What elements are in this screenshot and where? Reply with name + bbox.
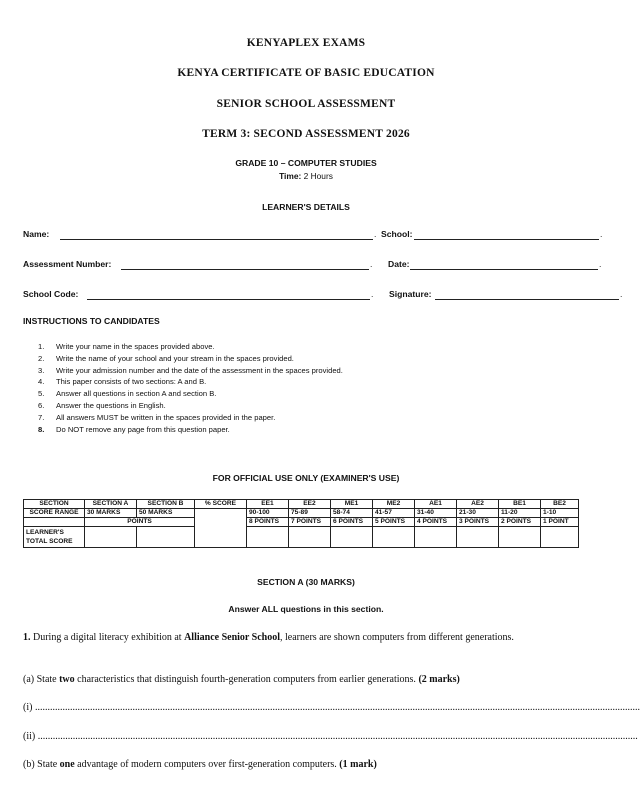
answer-line-i[interactable]: (i) ..................................................................................................................................................................................................................................................: [23, 702, 640, 713]
table-row: [24, 509, 579, 518]
time-value: 2 Hours: [303, 171, 333, 181]
field-row-code-signature: [23, 289, 623, 303]
time-line: [0, 171, 612, 181]
table-cell[interactable]: [499, 527, 541, 548]
signature-label: Signature:: [389, 289, 432, 299]
table-cell: AE2: [457, 500, 499, 509]
instruction-text: Do NOT remove any page from this question paper.: [56, 424, 230, 434]
table-cell: 2 POINTS: [499, 518, 541, 527]
instruction-num: 1.: [38, 342, 45, 351]
school-name: Alliance Senior School: [184, 632, 281, 643]
certificate-title: KENYA CERTIFICATE OF BASIC EDUCATION: [177, 67, 435, 79]
question-number: 1.: [23, 632, 31, 643]
instruction-item: [38, 341, 343, 353]
field-row-adm-date: [23, 259, 603, 273]
table-cell: 31-40: [415, 509, 457, 518]
learner-total-label: LEARNER'S TOTAL SCORE: [24, 527, 85, 548]
question-1a: [23, 673, 593, 686]
instruction-item: [38, 388, 343, 400]
table-cell[interactable]: [457, 527, 499, 548]
date-period: .: [599, 259, 602, 269]
table-cell: 7 POINTS: [289, 518, 331, 527]
instruction-text: All answers MUST be written in the spaces provided in the paper.: [56, 412, 276, 422]
percent-score-cell[interactable]: [195, 509, 247, 548]
table-cell: AE1: [415, 500, 457, 509]
table-cell: 90-100: [247, 509, 289, 518]
instruction-num: 5.: [38, 389, 45, 399]
official-use-title: FOR OFFICIAL USE ONLY (EXAMINER'S USE): [212, 473, 400, 483]
code-period: .: [371, 289, 374, 299]
table-cell: EE1: [247, 500, 289, 509]
table-cell: 58-74: [331, 509, 373, 518]
school-field[interactable]: [414, 229, 599, 240]
table-cell: BE1: [499, 500, 541, 509]
instruction-item: [38, 376, 343, 388]
table-cell: SCORE RANGE: [24, 509, 85, 518]
marks: (1 mark): [339, 759, 377, 770]
part-label: (b) State: [23, 759, 58, 770]
table-cell: SECTION: [24, 500, 85, 509]
table-row: [24, 527, 579, 548]
table-cell: ME2: [373, 500, 415, 509]
part-label: (a) State: [23, 674, 57, 685]
school-code-label: School Code:: [23, 289, 79, 299]
table-cell[interactable]: [331, 527, 373, 548]
table-cell: 21-30: [457, 509, 499, 518]
emphasis: one: [59, 759, 75, 770]
instruction-item: [38, 353, 343, 365]
table-row: [24, 518, 579, 527]
part-text: characteristics that distinguish fourth-generation computers from earlier generations.: [77, 674, 416, 685]
learner-details-heading: LEARNER'S DETAILS: [262, 202, 350, 212]
question-text: During a digital literacy exhibition at: [33, 632, 182, 643]
table-cell: 41-57: [373, 509, 415, 518]
instruction-text: Answer all questions in section A and section B.: [56, 389, 217, 399]
table-cell[interactable]: [415, 527, 457, 548]
table-cell: BE2: [541, 500, 579, 509]
assessment-number-label: Assessment Number:: [23, 259, 112, 269]
term-title: TERM 3: SECOND ASSESSMENT 2026: [202, 128, 410, 140]
table-cell: % SCORE: [195, 500, 247, 509]
table-cell: 1 POINT: [541, 518, 579, 527]
table-row: [24, 500, 579, 509]
instruction-num: 6.: [38, 400, 45, 410]
signature-period: .: [620, 289, 623, 299]
question-text: , learners are shown computers from different generations.: [280, 632, 514, 643]
table-cell: 1-10: [541, 509, 579, 518]
instruction-text: This paper consists of two sections: A and B.: [56, 377, 207, 387]
instructions-title: INSTRUCTIONS TO CANDIDATES: [23, 316, 160, 326]
instruction-num: 8.: [38, 424, 45, 434]
instruction-text: Write the name of your school and your stream in the spaces provided.: [56, 353, 294, 363]
instruction-text: Answer the questions in English.: [56, 400, 166, 410]
date-field[interactable]: [410, 259, 598, 270]
name-field[interactable]: [60, 229, 373, 240]
table-cell: 3 POINTS: [457, 518, 499, 527]
table-cell: SECTION B: [137, 500, 195, 509]
instruction-num: 2.: [38, 353, 45, 363]
instructions-list: [38, 341, 343, 435]
instruction-item: [38, 400, 343, 412]
answer-label: (ii): [23, 731, 36, 742]
question-1b: [23, 758, 593, 771]
table-cell: 30 MARKS: [85, 509, 137, 518]
name-label: Name:: [23, 229, 50, 239]
points-label: POINTS: [85, 518, 195, 527]
instruction-num: 7.: [38, 412, 45, 422]
table-cell: EE2: [289, 500, 331, 509]
emphasis: two: [59, 674, 75, 685]
instruction-item: [38, 412, 343, 424]
instruction-text: Write your name in the spaces provided above.: [56, 342, 215, 351]
instruction-item: [38, 424, 343, 436]
field-row-name-school: [23, 229, 603, 243]
table-cell[interactable]: [247, 527, 289, 548]
table-cell: 4 POINTS: [415, 518, 457, 527]
instruction-num: 3.: [38, 365, 45, 375]
table-cell: 11-20: [499, 509, 541, 518]
table-cell: ME1: [331, 500, 373, 509]
table-cell: 50 MARKS: [137, 509, 195, 518]
score-table: [23, 499, 579, 548]
table-cell[interactable]: [373, 527, 415, 548]
assessment-number-field[interactable]: [121, 259, 369, 270]
instruction-item: [38, 365, 343, 377]
table-cell[interactable]: [541, 527, 579, 548]
section-b-score-cell[interactable]: [137, 527, 195, 548]
section-a-instruction: Answer ALL questions in this section.: [228, 604, 384, 614]
exam-org: KENYAPLEX EXAMS: [246, 37, 366, 49]
school-code-field[interactable]: [87, 289, 370, 300]
table-cell: 75-89: [289, 509, 331, 518]
signature-field[interactable]: [435, 289, 619, 300]
school-label: School:: [381, 229, 413, 239]
instruction-num: 4.: [38, 377, 45, 387]
section-a-title: SECTION A (30 MARKS): [257, 577, 355, 587]
question-1-stem: [23, 631, 593, 644]
section-a-score-cell[interactable]: [85, 527, 137, 548]
assessment-title: SENIOR SCHOOL ASSESSMENT: [216, 98, 396, 110]
table-cell[interactable]: [289, 527, 331, 548]
table-cell: 8 POINTS: [247, 518, 289, 527]
instruction-text: Write your admission number and the date of the assessment in the spaces provided.: [56, 365, 343, 375]
time-label: Time:: [279, 171, 302, 181]
table-cell: 6 POINTS: [331, 518, 373, 527]
school-period: .: [600, 229, 603, 239]
part-text: advantage of modern computers over first-generation computers.: [77, 759, 337, 770]
answer-label: (i): [23, 702, 33, 713]
table-cell: 5 POINTS: [373, 518, 415, 527]
adm-period: .: [370, 259, 373, 269]
date-label: Date:: [388, 259, 410, 269]
marks: (2 marks): [418, 674, 460, 685]
grade-subject: GRADE 10 – COMPUTER STUDIES: [235, 158, 377, 168]
name-period: .: [374, 229, 377, 239]
answer-line-ii[interactable]: (ii) ................................................................................................................................................................................................................................................: [23, 731, 638, 742]
table-cell: SECTION A: [85, 500, 137, 509]
